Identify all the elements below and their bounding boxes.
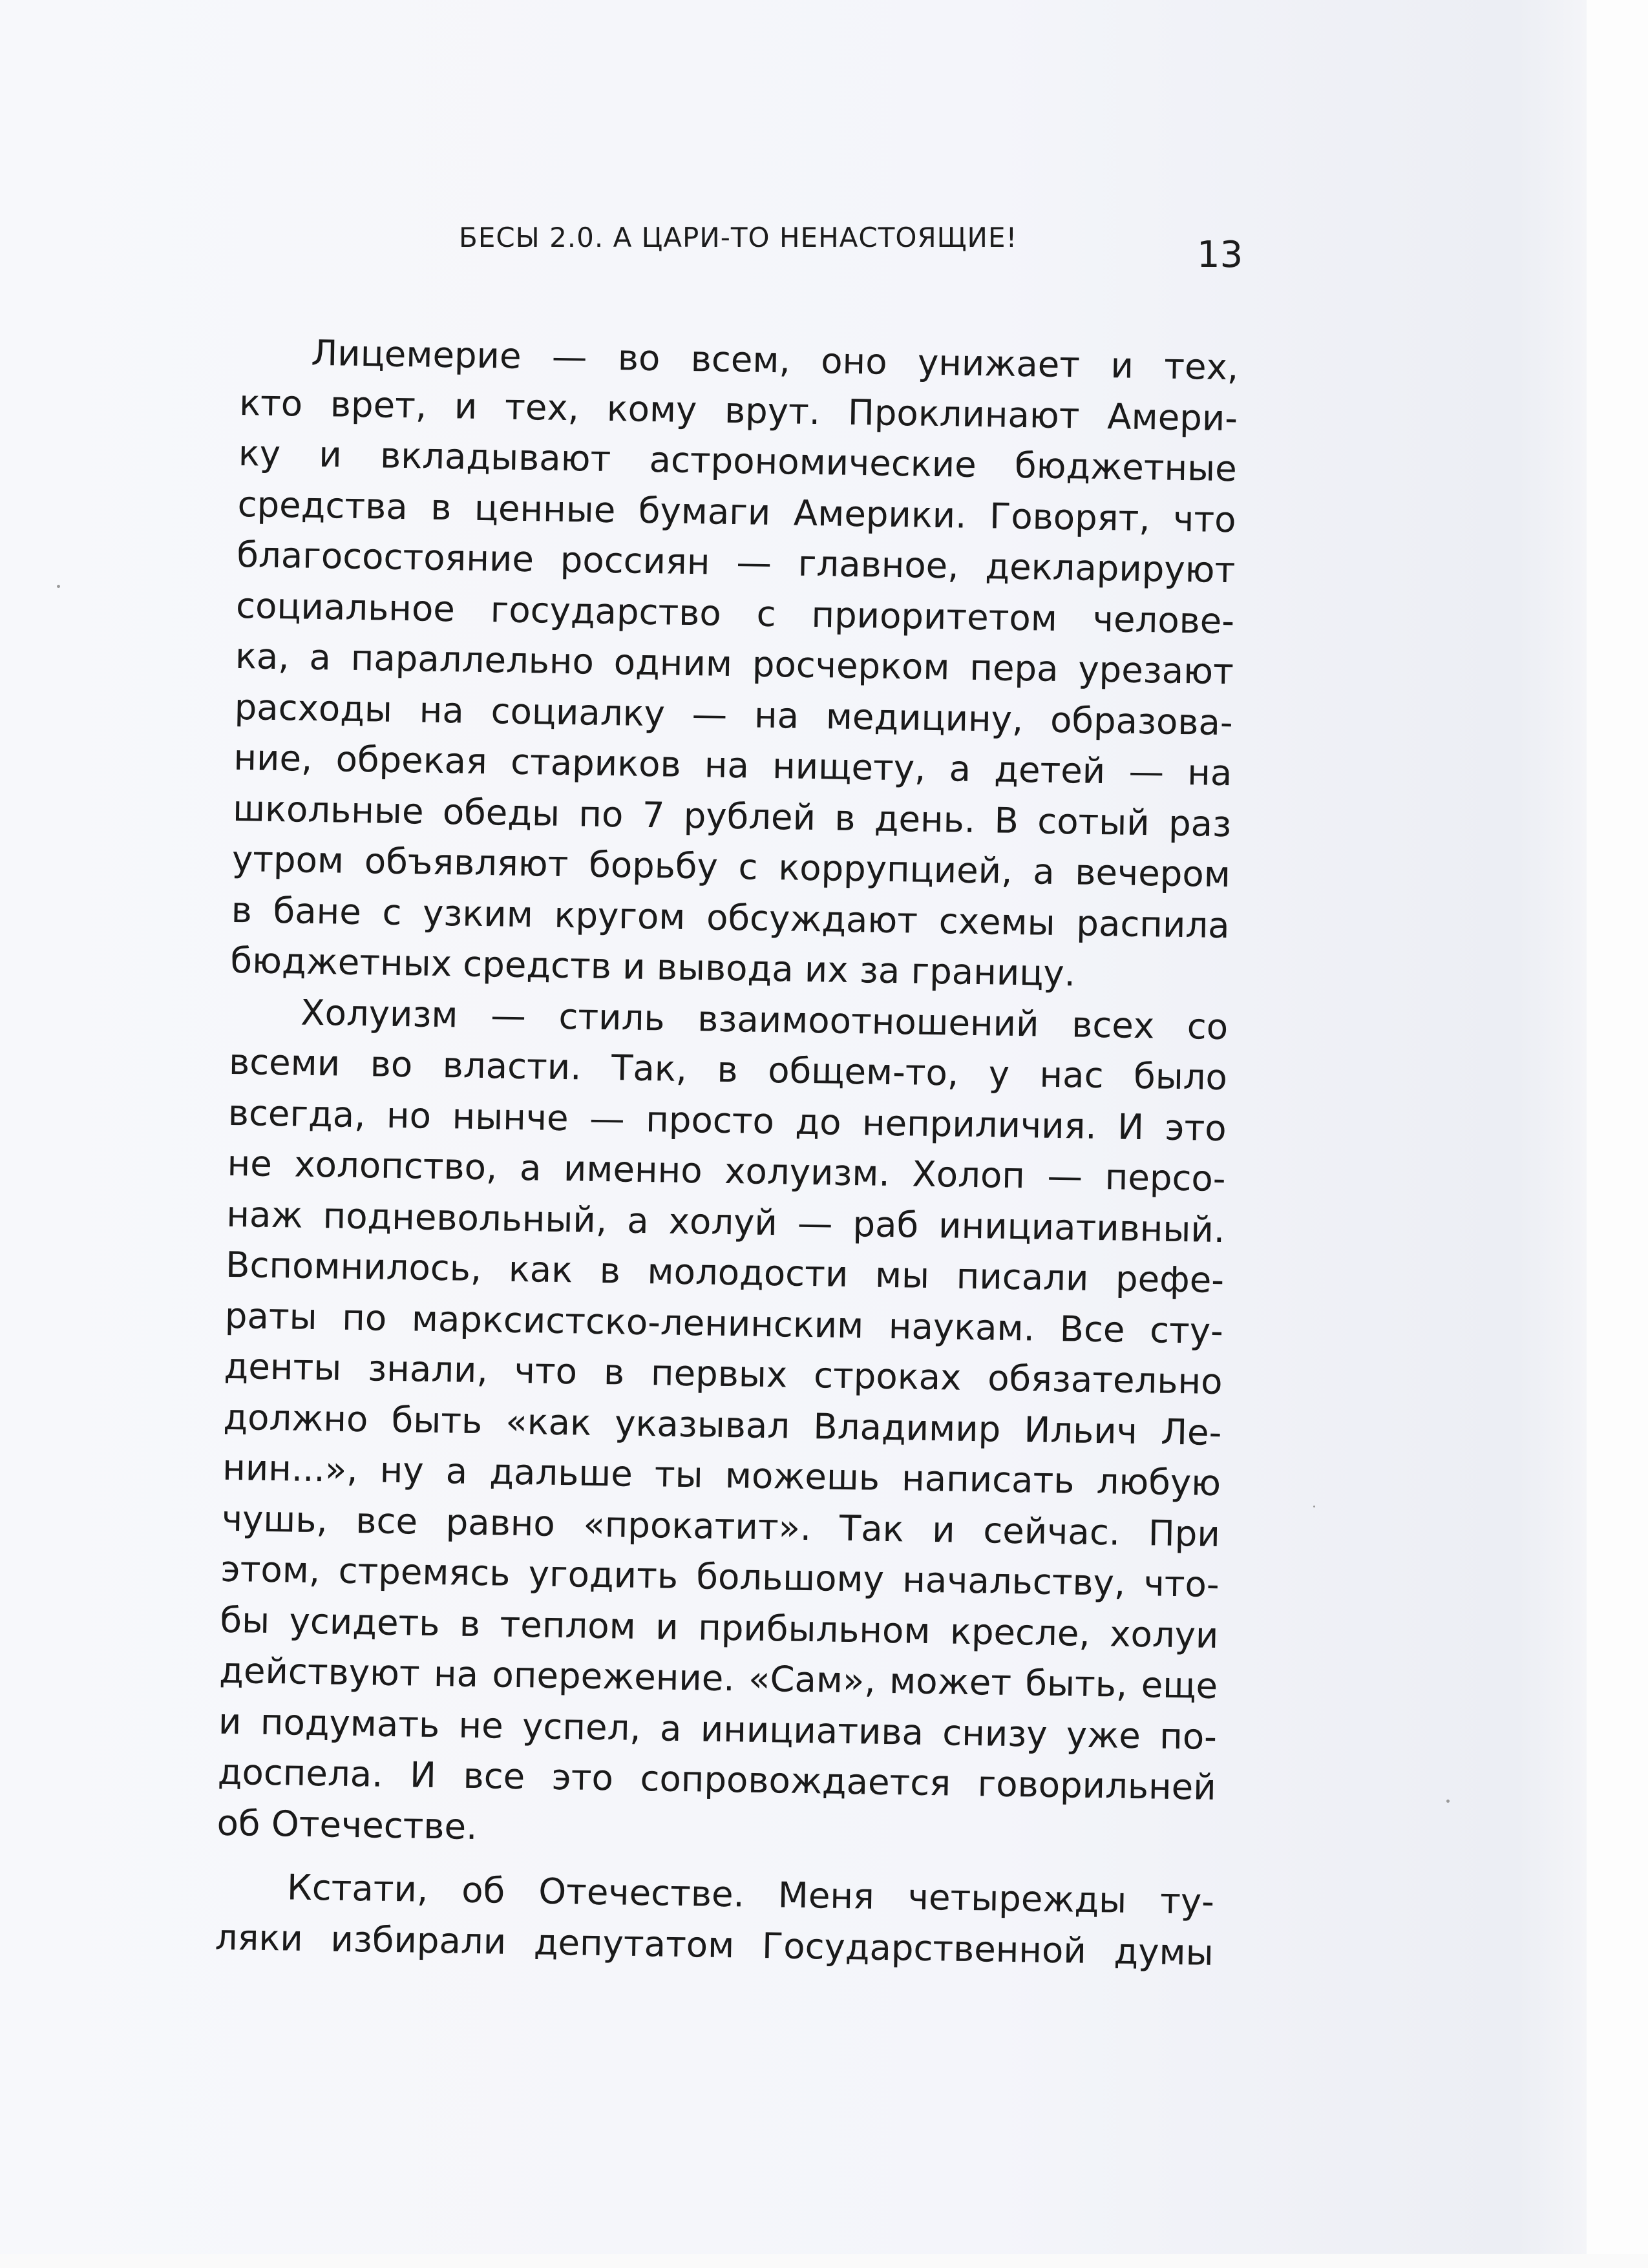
text-line: раты по марксистско-ленинским наукам. Все сту- [224,1294,1224,1352]
text-line: средства в ценные бумаги Америки. Говорят, что [237,483,1237,540]
page-number: 13 [1197,234,1243,276]
text-line: кто врет, и тех, кому врут. Проклинают Амери- [238,381,1238,439]
body-text [215,326,1239,1978]
text-line: утром объявляют борьбу с коррупцией, а вечером [231,837,1231,896]
text-line: действуют на опережение. «Сам», может быть, еще [218,1649,1218,1707]
text-line: всеми во власти. Так, в общем-то, у нас было [228,1040,1228,1098]
text-line: расходы на социалку — на медицину, образова- [234,686,1234,743]
text-line: и подумать не успел, а инициатива снизу уже по- [218,1700,1218,1758]
text-line: благосостояние россиян — главное, декларируют [236,533,1236,591]
text-line: должно быть «как указывал Владимир Ильич Ле- [222,1396,1222,1453]
text-line: денты знали, что в первых строках обязательно [224,1345,1223,1403]
scan-bottom-edge [0,2254,1648,2268]
text-line: Кстати, об Отечестве. Меня четырежды ту- [286,1866,1215,1922]
scan-speck [1313,1506,1315,1507]
text-line: Вспомнилось, как в молодости мы писали рефе- [225,1243,1225,1301]
paragraph [217,985,1229,1864]
text-line: социальное государство с приоритетом челове- [235,584,1235,642]
text-line: бюджетных средств и вывода их за границу. [230,939,1076,994]
text-line: ку и вкладывают астрономические бюджетные [238,432,1238,490]
text-line: этом, стремясь угодить большому начальству, что- [220,1548,1220,1606]
scan-speck [57,585,60,588]
paragraph [215,1861,1214,1978]
text-line: ляки избирали депутатом Государственной думы [215,1916,1214,1973]
text-line: Холуизм — стиль взаимоотношений всех со [300,991,1229,1047]
text-line: ка, а параллельно одним росчерком пера урезают [235,635,1234,693]
text-line: Лицемерие — во всем, оно унижает и тех, [310,331,1239,388]
text-line: чушь, все равно «прокатит». Так и сейчас. При [221,1497,1221,1555]
text-line: всегда, но нынче — просто до неприличия. И это [227,1091,1227,1149]
running-title: БЕСЫ 2.0. А ЦАРИ-ТО НЕНАСТОЯЩИЕ! [459,222,1018,253]
text-line: доспела. И все это сопровождается говорильней [217,1750,1217,1808]
text-line: бы усидеть в теплом и прибыльном кресле, холуи [220,1599,1219,1656]
text-line: ние, обрекая стариков на нищету, а детей — на [233,736,1232,794]
text-line: наж подневольный, а холуй — раб инициативный. [226,1193,1225,1250]
scan-speck [1446,1800,1450,1803]
text-line: нин...», ну а дальше ты можешь написать любую [222,1446,1221,1504]
text-line: не холопство, а именно холуизм. Холоп — персо- [227,1142,1226,1200]
scan-edge [1587,0,1648,2268]
text-line: об Отечестве. [217,1801,478,1847]
text-line: школьные обеды по 7 рублей в день. В сотый раз [232,787,1232,845]
paragraph [230,326,1239,1002]
text-line: в бане с узким кругом обсуждают схемы распила [231,888,1231,946]
